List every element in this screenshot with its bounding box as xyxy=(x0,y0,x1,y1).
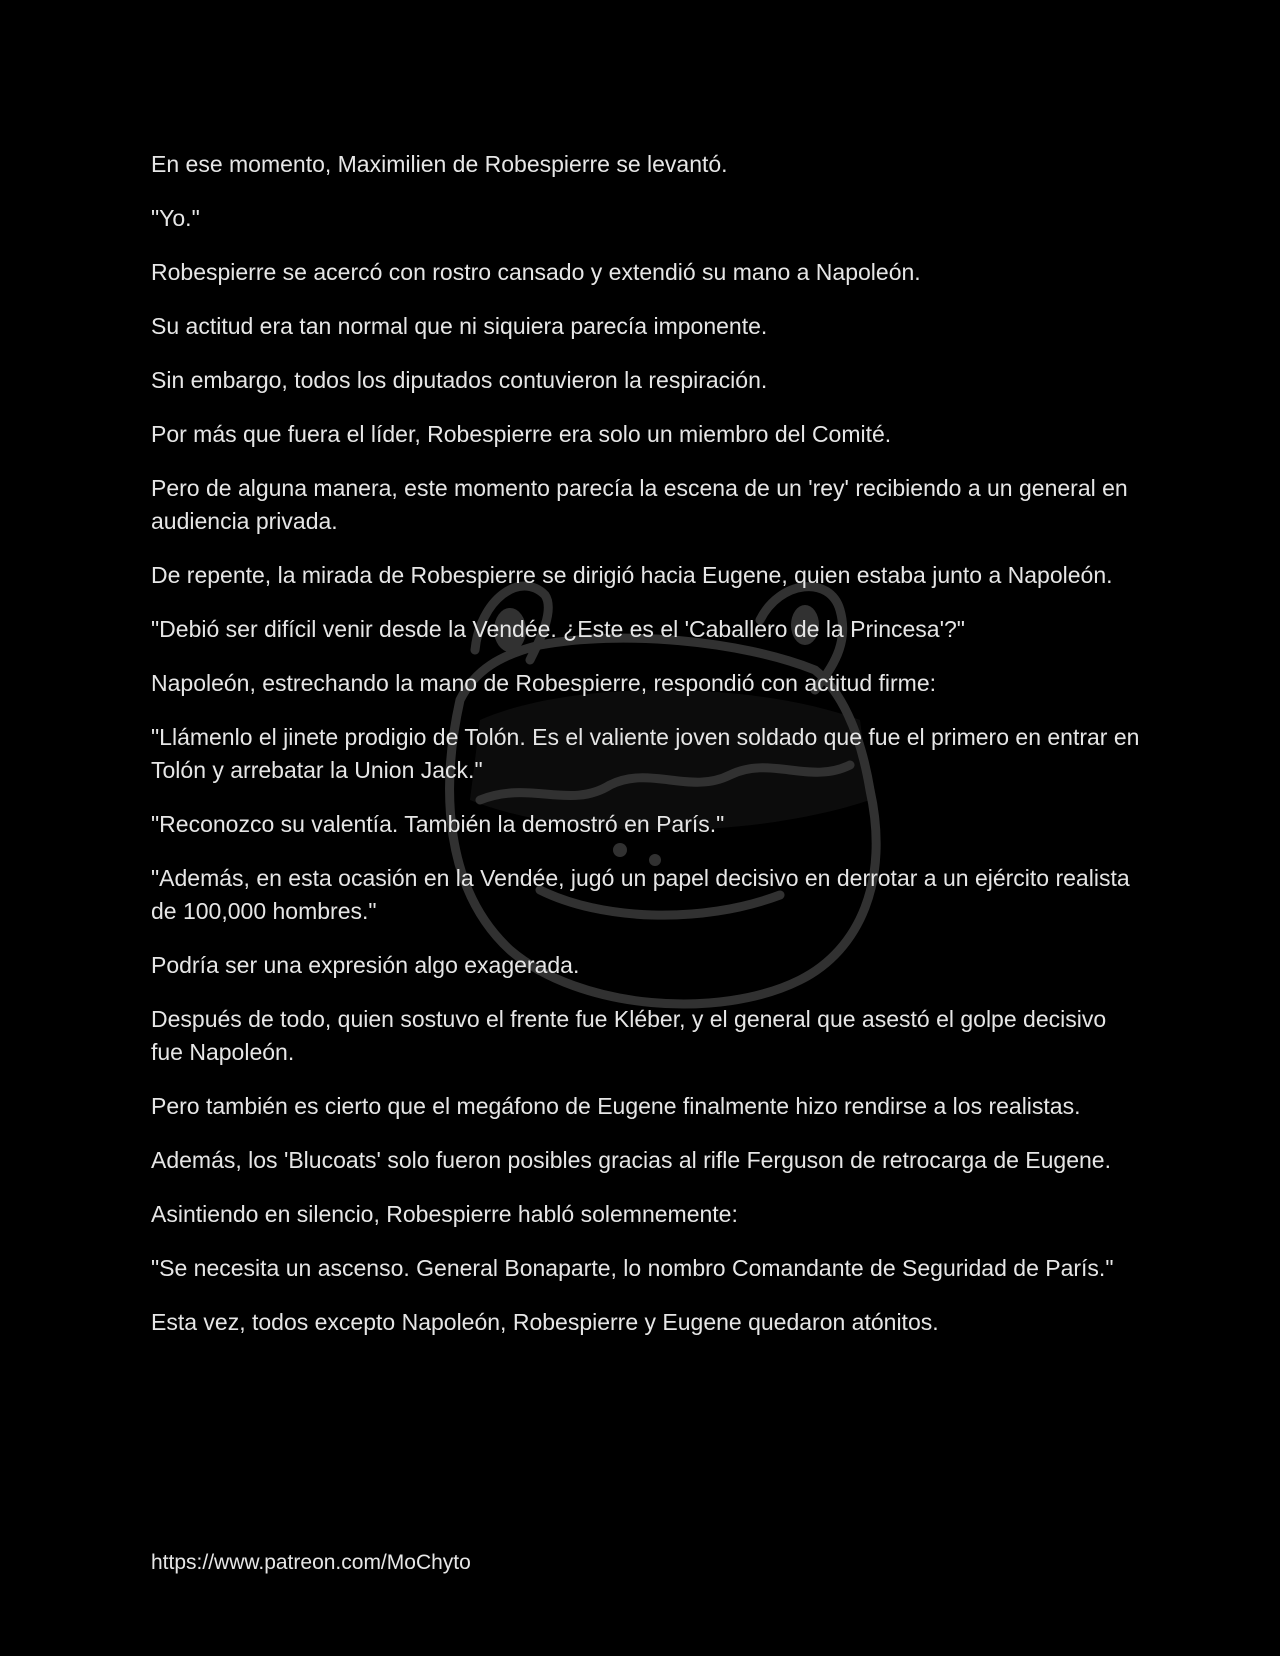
story-text xyxy=(151,148,1141,1360)
paragraph: "Reconozco su valentía. También la demostró en París." xyxy=(151,811,725,837)
paragraph: Después de todo, quien sostuvo el frente fue Kléber, y el general que asestó el golpe decisivo fue Napoleón. xyxy=(151,1006,1107,1065)
paragraph: "Yo." xyxy=(151,205,200,231)
paragraph: Su actitud era tan normal que ni siquiera parecía imponente. xyxy=(151,313,768,339)
paragraph: Sin embargo, todos los diputados contuvieron la respiración. xyxy=(151,367,768,393)
paragraph: De repente, la mirada de Robespierre se dirigió hacia Eugene, quien estaba junto a Napoleón. xyxy=(151,562,1113,588)
paragraph: Asintiendo en silencio, Robespierre habló solemnemente: xyxy=(151,1201,738,1227)
paragraph: Pero también es cierto que el megáfono de Eugene finalmente hizo rendirse a los realistas. xyxy=(151,1093,1081,1119)
paragraph: Podría ser una expresión algo exagerada. xyxy=(151,952,580,978)
paragraph: Robespierre se acercó con rostro cansado y extendió su mano a Napoleón. xyxy=(151,259,921,285)
paragraph: Pero de alguna manera, este momento parecía la escena de un 'rey' recibiendo a un general en audiencia privada. xyxy=(151,475,1128,534)
paragraph: Además, los 'Blucoats' solo fueron posibles gracias al rifle Ferguson de retrocarga de Eugene. xyxy=(151,1147,1111,1173)
paragraph: "Debió ser difícil venir desde la Vendée. ¿Este es el 'Caballero de la Princesa'?" xyxy=(151,616,965,642)
paragraph: "Se necesita un ascenso. General Bonaparte, lo nombro Comandante de Seguridad de París." xyxy=(151,1255,1114,1281)
paragraph: En ese momento, Maximilien de Robespierre se levantó. xyxy=(151,151,728,177)
paragraph: Esta vez, todos excepto Napoleón, Robespierre y Eugene quedaron atónitos. xyxy=(151,1309,939,1335)
paragraph: "Además, en esta ocasión en la Vendée, jugó un papel decisivo en derrotar a un ejército realista de 100,000 hombres." xyxy=(151,865,1130,924)
patreon-link[interactable]: https://www.patreon.com/MoChyto xyxy=(151,1551,471,1574)
paragraph: Por más que fuera el líder, Robespierre era solo un miembro del Comité. xyxy=(151,421,892,447)
paragraph: "Llámenlo el jinete prodigio de Tolón. Es el valiente joven soldado que fue el primero en entrar en Tolón y arrebatar la Union Jack." xyxy=(151,724,1140,783)
paragraph: Napoleón, estrechando la mano de Robespierre, respondió con actitud firme: xyxy=(151,670,937,696)
